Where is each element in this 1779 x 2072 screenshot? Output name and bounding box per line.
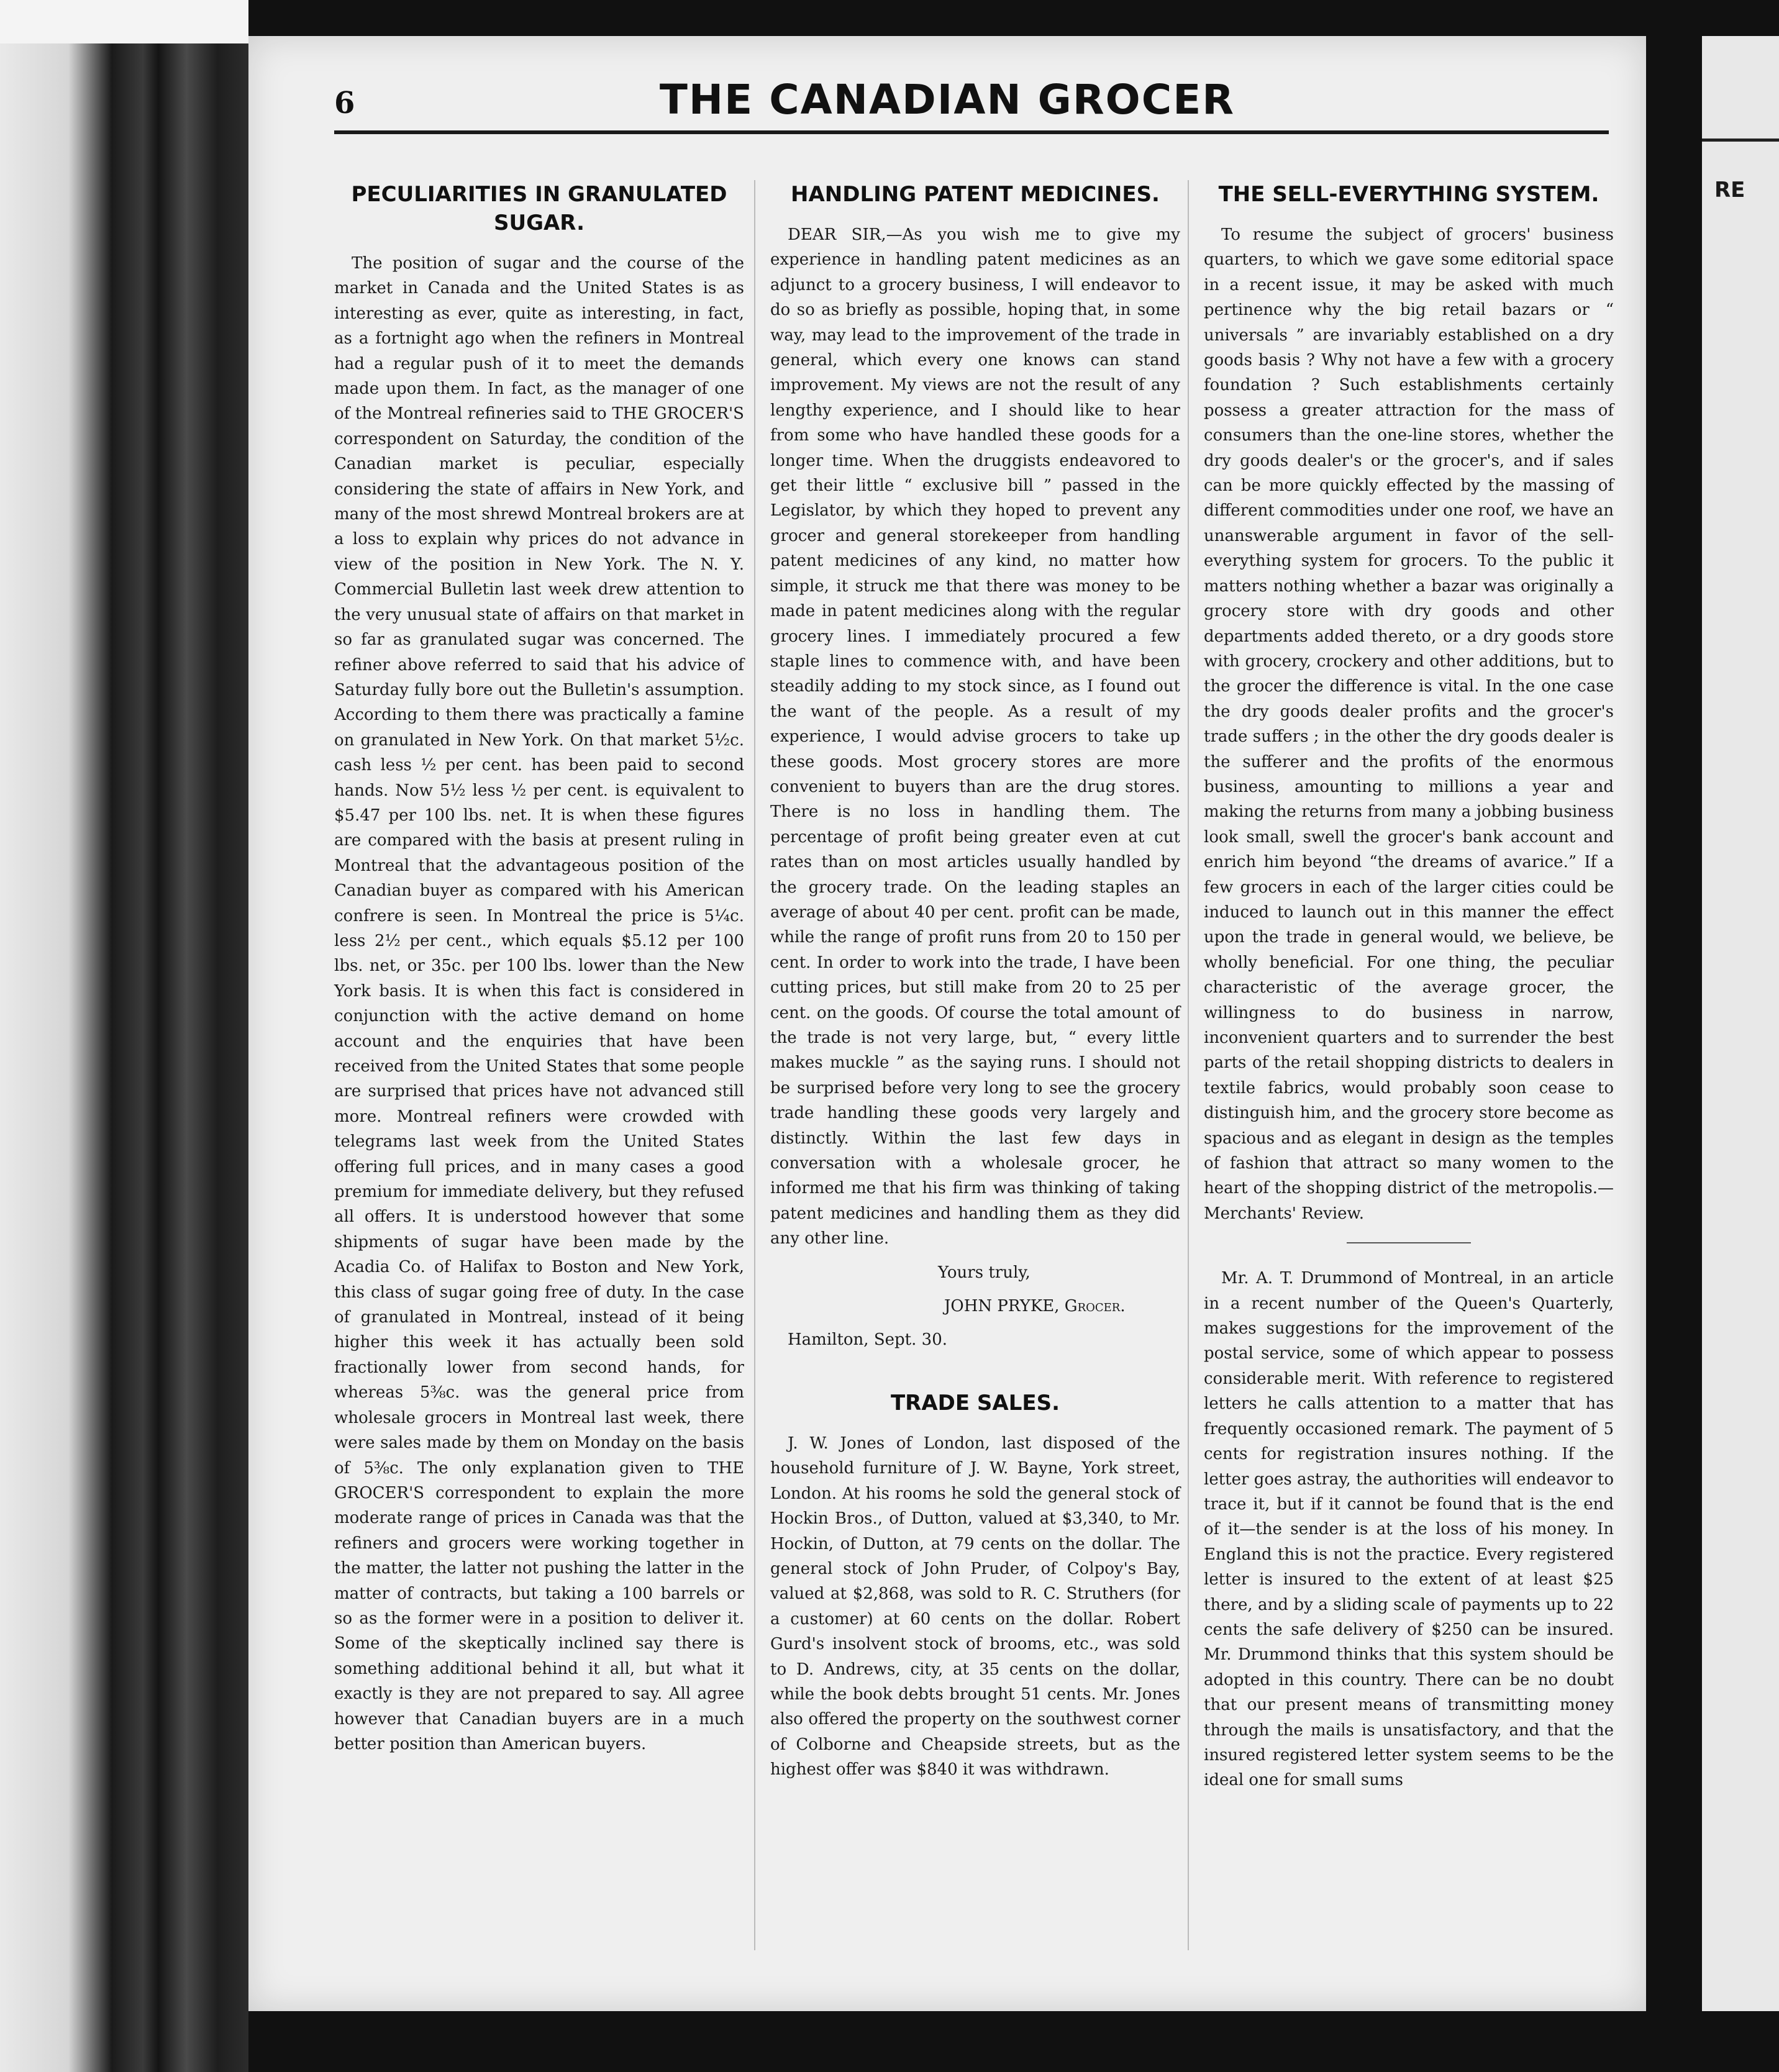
column-1 [334,180,744,1756]
book-spine [0,0,248,2072]
adjacent-page [1702,36,1779,2011]
masthead: THE CANADIAN GROCER [659,76,1235,124]
letter-dateline: Hamilton, Sept. 30. [788,1330,948,1350]
article-paragraph: Mr. A. T. Drummond of Montreal, in an article in a recent number of the Queen's Quarterly, makes suggestions for the improvement of the postal service, some of which appear to possess considerable merit. With reference to registered letters he calls attention to a matter that has frequently occasioned remark. The payment of 5 cents for registration insures nothing. If the letter goes astray, the authorities will endeavor to trace it, but if it cannot be found that is the end of it—the sender is at the loss of his money. In England this is not the practice. Every registered letter is insured to the extent of at least $25 there, and by a sliding scale of payments up to 22 cents the safe delivery of $250 can be insured. Mr. Drummond thinks that this system should be adopted in this country. There can be no doubt that our present means of transmitting money through the mails is unsatisfactory, and that the insured registered letter system seems to be the ideal one for small sums [1204,1269,1614,1790]
adjacent-page-headline: RE [1714,178,1745,202]
article-separator [1347,1242,1471,1243]
column-3 [1204,180,1614,1793]
article-headline: THE SELL-EVERYTHING SYSTEM. [1218,182,1599,207]
article-headline: HANDLING PATENT MEDICINES. [791,182,1160,207]
article-headline: PECULIARITIES IN GRANULATED SUGAR. [351,182,727,235]
letter-salutation: DEAR SIR, [788,225,886,244]
article-paragraph: The position of sugar and the course of the market in Canada and the United States is as interesting as ever, quite as interesting, in fact, as a fortnight ago when the refiners in Montreal had a regular push of it to meet the demands made upon them. In fact, as the manager of one of the Montreal refineries said to THE GROCER'S correspondent on Saturday, the condition of the Canadian market is peculiar, especially considering the state of affairs in New York, and many of the most shrewd Montreal brokers are at a loss to explain why prices do not advance in view of the position in New York. The N. Y. Commercial Bulletin last week drew attention to the very unusual state of affairs on that market in so far as granulated sugar was concerned. The refiner above referred to said that his advice of Saturday fully bore out the Bulletin's assumption. According to them there was practically a famine on granulated in New York. On that market 5½c. cash less ½ per cent. has been paid to second hands. Now 5½ less ½ per cent. is equivalent to $5.47 per 100 lbs. net. It is when these figures are compared with the basis at present ruling in Montreal that the advantageous position of the Canadian buyer as compared with his American confrere is seen. In Montreal the price is 5¼c. less 2½ per cent., which equals $5.12 per 100 lbs. net, or 35c. per 100 lbs. lower than the New York basis. It is when this fact is considered in conjunction with the active demand on home account and the enquiries that have been received from the United States that some people are surprised that prices have not advanced still more. Montreal refiners were crowded with telegrams last week from the United States offering full prices, and in many cases a good premium for immediate delivery, but they refused all offers. It is understood however that some shipments of sugar have been made by the Acadia Co. of Halifax to Boston and New York, this class of sugar going free of duty. In the case of granulated in Montreal, instead of it being higher this week it has actually been sold fractionally lower from second hands, for whereas 5⅜c. was the general price from wholesale grocers in Montreal last week, there were sales made by them on Monday on the basis of 5⅜c. The only explanation given to THE GROCER'S correspondent to explain the more moderate range of prices in Canada was that the refiners and grocers were working together in the matter, the latter not pushing the latter in the matter of contracts, but taking a 100 barrels or so as the former were in a position to deliver it. Some of the skeptically inclined say there is something additional behind it all, but what it exactly is they are not prepared to say. All agree however that Canadian buyers are in a much better position than American buyers. [334,254,744,1753]
scan-margin [0,0,248,43]
article-headline: TRADE SALES. [890,1390,1060,1415]
section-gap [770,1353,1180,1389]
page-number: 6 [334,86,355,120]
letter-signature: JOHN PRYKE, Grocer. [944,1297,1126,1316]
column-divider [1188,180,1189,1950]
letter-body [770,222,1180,1252]
article-paragraph: To resume the subject of grocers' business quarters, to which we gave some editorial space in a recent issue, it may be asked with much pertinence why the big retail bazars or “ universals ” are invariably established on a dry goods basis ? Why not have a few with a grocery foundation ? Such establishments certainly possess a greater attraction for the mass of consumers than the one-line stores, whether the dry goods dealer's or the grocer's, and if sales can be more quickly effected by the massing of different commodities under one roof, we have an unanswerable argument in favor of the sell-everything system for grocers. To the public it matters nothing whether a bazar was originally a grocery store with dry goods and other departments added thereto, or a dry goods store with grocery, crockery and other additions, but to the grocer the difference is vital. In the one case the dry goods dealer profits and the grocer's trade suffers ; in the other the dry goods dealer is the sufferer and the profits of the enormous business, amounting to millions a year and making the returns from many a jobbing business look small, swell the grocer's bank account and enrich him beyond “the dreams of avarice.” If a few grocers in each of the larger cities could be induced to launch out in this manner the effect upon the trade in general would, we believe, be wholly beneficial. For one thing, the peculiar characteristic of the average grocer, the willingness to do business in narrow, inconvenient quarters and to surrender the best parts of the retail shopping districts to dealers in textile fabrics, would probably soon cease to distinguish him, and the grocery store become as spacious and as elegant in design as the temples of fashion that attract so many women to the heart of the shopping district of the metropolis.—Merchants' Review. [1204,225,1614,1223]
masthead-rule [334,130,1609,134]
article-paragraph: J. W. Jones of London, last disposed of the household furniture of J. W. Bayne, York street, London. At his rooms he sold the general stock of Hockin Bros., of Dutton, valued at $3,340, to Mr. Hockin, of Dutton, at 79 cents on the dollar. The general stock of John Pruder, of Colpoy's Bay, valued at $2,868, was sold to R. C. Struthers (for a customer) at 60 cents on the dollar. Robert Gurd's insolvent stock of brooms, etc., was sold to D. Andrews, city, at 35 cents on the dollar, while the book debts brought 51 cents. Mr. Jones also offered the property on the southwest corner of Colborne and Cheapside streets, but as the highest offer was $840 it was withdrawn. [770,1434,1180,1779]
newspaper-page [248,36,1646,2011]
letter-closing: Yours truly, [938,1263,1031,1282]
adjacent-page-rule [1702,139,1779,142]
letter-text: —As you wish me to give my experience in handling patent medicines as an adjunct to a grocery business, I will endeavor to do so as briefly as possible, hoping that, in some way, may lead to the improvement of the trade in general, which every one knows can stand improvement. My views are not the result of any lengthy experience, and I should like to hear from some who have handled these goods for a longer time. When the druggists endeavored to get their little “ exclusive bill ” passed in the Legislator, by which they hoped to prevent any grocer and general storekeeper from handling patent medicines of any kind, no matter how simple, it struck me that there was money to be made in patent medicines along with the regular grocery lines. I immediately procured a few staple lines to commence with, and have been steadily adding to my stock since, as I found out the want of the people. As a result of my experience, I would advise grocers to take up these goods. Most grocery stores are more convenient to buyers than are the drug stores. There is no loss in handling them. The percentage of profit being greater even at cut rates than on most articles usually handled by the grocery trade. On the leading staples an average of about 40 per cent. profit can be made, while the range of profit runs from 20 to 150 per cent. In order to work into the trade, I have been cutting prices, but still make from 20 to 25 per cent. on the goods. Of course the total amount of the trade is not very large, but, “ every little makes muckle ” as the saying runs. I should not be surprised before very long to see the grocery trade handling these goods very largely and distinctly. Within the last few days in conversation with a wholesale grocer, he informed me that his firm was thinking of taking patent medicines and handling them as they did any other line. [770,225,1180,1248]
column-divider [754,180,755,1950]
column-2 [770,180,1180,1783]
letter-signoff [770,1260,1180,1353]
